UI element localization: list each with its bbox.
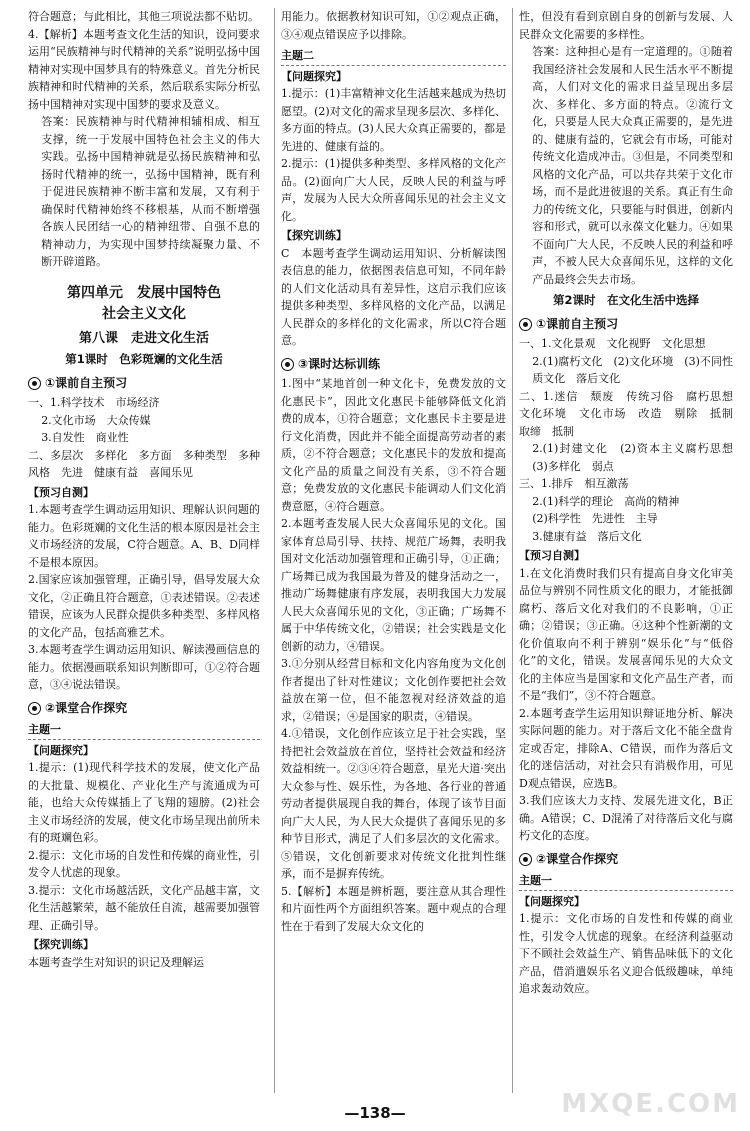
subsection-label: 【问题探究】	[519, 894, 585, 908]
answer-item: 2.提示：文化市场的自发性和传媒的商业性，引发令人忧虑的现象。	[28, 848, 260, 879]
subsection-label: 【问题探究】	[281, 69, 347, 83]
list-item: 三、1.排斥 相互激荡	[519, 477, 629, 490]
list-item: 2.(1)腐朽文化 (2)文化环境 (3)不同性质文化 落后文化	[532, 354, 733, 385]
list-item: 二、多层次 多样化 多方面 多种类型 多种风格 先进 健康有益 喜闻乐见	[28, 448, 260, 479]
page-number: —138—	[344, 1104, 406, 1122]
paragraph: 性，但没有看到京剧自身的创新与发展、人民群众文化需要的多样性。	[519, 10, 733, 41]
list-item: 2.(1)封建文化 (2)资本主义腐朽思想 (3)多样化 弱点	[532, 442, 744, 473]
answer-item: 1.图中“某地首创一种文化卡，免费发放的文化惠民卡”，因此文化惠民卡能够降低文化消费的成本，①符合题意；文化惠民卡主要是进行文化消费，因此并不能全面提高劳动者的素质，②不符合题意；文化惠民卡的发放和提高文化产品的质量之间没有关系，③不符合题意；免费发放的文化惠民卡能调动人们文化消费意愿，④符合题意。	[281, 377, 506, 513]
list-item: 3.健康有益 落后文化	[532, 529, 642, 543]
list-item: 一、1.科学技术 市场经济	[28, 396, 160, 409]
subsection-label: 【探究训练】	[28, 938, 94, 951]
section-icon	[519, 318, 532, 331]
answer-item: 本题考查学生对知识的识记及理解运	[28, 955, 204, 969]
column-left	[28, 8, 260, 1093]
answer-paragraph: 答案：这种担心是有一定道理的。①随着我国经济社会发展和人民生活水平不断提高，人们对文化的需求日益呈现出多层次、多样化、多方面的特点。②流行文化，只要是人民大众真正需要的，是先进的、健康有益的，它就会有市场，可能对传统文化造成冲击。③但是，不同类型和风格的文化产品，可以共存共荣于文化市场，而不是此进彼退的关系。真正有生命力的传统文化，只要能与时俱进，创新内容和形式，就可以永葆文化魅力。④如果不面向广大人民，不反映人民的利益和呼声，不被人民大众喜闻乐见，这样的文化产品最终会失去市场。	[532, 45, 733, 286]
answer-item: 2.提示：(1)提供多种类型、多样风格的文化产品。(2)面向广大人民，反映人民的利益与呼声，发展为人民大众所喜闻乐见的社会主义文化。	[281, 157, 506, 223]
topic-label: 主题二	[281, 47, 506, 66]
subsection-label: 【问题探究】	[28, 743, 94, 757]
column-right	[512, 8, 744, 1093]
section-heading: ①课前自主预习	[28, 375, 260, 393]
period-title: 第2课时 在文化生活中选择	[552, 293, 699, 307]
answer-item: 3.我们应该大力支持、发展先进文化，B正确。A错误；C、D混淆了对待落后文化与腐朽文化的态度。	[519, 794, 733, 842]
answer-item: 2.本题考查学生运用知识辩证地分析、解决实际问题的能力。对于落后文化不能全盘肯定或否定，排除A、C错误，而作为落后文化的迷信活动，对社会只有消极作用，可见D观点错误，应选B。	[519, 706, 733, 790]
paragraph: 用能力。依据教材知识可知，①②观点正确，③④观点错误应予以排除。	[281, 10, 506, 41]
section-heading: ③课时达标训练	[281, 356, 506, 374]
analysis-paragraph: 4.【解析】本题考查文化生活的知识，设问要求运用“民族精神与时代精神的关系”说明弘扬中国精神对实现中国梦具有的特殊意义。首先分析民族精神和时代精神的关系，然后联系实际分析弘扬中国精神对实现中国梦的要求及意义。	[28, 27, 260, 111]
unit-title: 第四单元 发展中国特色	[67, 284, 221, 301]
column-middle	[274, 8, 506, 1093]
answer-item: 1.在文化消费时我们只有提高自身文化审美品位与辨别不同性质文化的眼力，才能抵御腐朽、落后文化对我们的不良影响，①正确；②错误；③正确。④这种个性新潮的文化价值取向不利于辨别“娱乐化”与“低俗化”的文化，错误。发展喜闻乐见的大众文化的主体应当是国家和文化产品生产者，而不是“我们”，③不符合题意。	[519, 566, 733, 702]
unit-subtitle: 社会主义文化	[102, 306, 186, 322]
list-item: 3.自发性 商业性	[41, 431, 129, 444]
period-title: 第1课时 色彩斑斓的文化生活	[65, 352, 223, 366]
answer-item: C 本题考查学生调动运用知识、分析解读图表信息的能力，依据图表信息可知，不同年龄的人们文化活动具有差异性，这启示我们应该提供多种类型、多样风格的文化产品，以满足人民群众的多样化的文化需求，所以C符合题意。	[281, 246, 506, 347]
list-item: (2)科学性 先进性 主导	[532, 512, 658, 525]
paragraph: 符合题意；与此相比，其他三项说法都不贴切。	[28, 10, 259, 23]
answer-item: 3.提示：文化市场越活跃，文化产品越丰富，文化生活越繁荣，越不能放任自流，越需要加强管理、正确引导。	[28, 883, 260, 932]
answer-paragraph: 答案：民族精神与时代精神相辅相成、相互支撑，统一于发展中国特色社会主义的伟大实践。弘扬中国精神就是弘扬民族精神和弘扬时代精神的统一，弘扬中国精神，既有利于促进民族精神不断丰富和发展，又有利于确保时代精神始终不移根基，从而不断增强各族人民团结一心的精神纽带、自强不息的精神动力，为实现中国梦持续凝聚力量、不断开辟道路。	[41, 115, 260, 268]
subsection-label: 【预习自测】	[28, 485, 94, 499]
topic-label: 主题一	[519, 872, 733, 891]
topic-label: 主题一	[28, 721, 260, 740]
answer-item: 1.提示：(1)丰富精神文化生活越来越成为热切愿望。(2)对文化的需求呈现多层次、多样化、多方面的特点。(3)人民大众真正需要的，都是先进的、健康有益的。	[281, 87, 506, 153]
list-item: 2.(1)科学的理论 高尚的精神	[532, 494, 680, 508]
section-heading: ②课堂合作探究	[519, 851, 733, 869]
answer-item: 2.国家应该加强管理，正确引导，倡导发展大众文化，②正确且符合题意，①表述错误。②表述错误，应该为人民群众提供多种类型、多样风格的文化产品，包括高雅艺术。	[28, 573, 260, 639]
section-icon	[519, 853, 532, 866]
answer-item: 3.①分别从经营目标和文化内容角度为文化创作者提出了针对性建议；文化创作要把社会效益放在第一位，但不能忽视对经济效益的追求，②错误；④是国家的职责，④错误。	[281, 657, 506, 723]
answer-item: 1.本题考查学生调动运用知识、理解认识问题的能力。色彩斑斓的文化生活的根本原因是社会主义市场经济的发展，C符合题意。A、B、D同样不是根本原因。	[28, 503, 260, 569]
answer-item: 3.本题考查学生调动运用知识、解读漫画信息的能力。依据漫画联系知识判断即可，①②符合题意，③④说法错误。	[28, 643, 260, 691]
answer-item: 5.【解析】本题是辨析题，要注意从其合理性和片面性两个方面组织答案。题中观点的合理性在于看到了发展大众文化的	[281, 884, 506, 933]
lesson-title: 第八课 走进文化生活	[78, 330, 209, 346]
subsection-label: 【探究训练】	[281, 229, 347, 242]
section-heading: ②课堂合作探究	[28, 700, 260, 718]
list-item: 二、1.迷信 颓废 传统习俗 腐朽思想 文化环境 文化市场 改造 剔除 抵制 取缔 抵制	[519, 389, 744, 438]
answer-item: 1.提示：(1)现代科学技术的发展，使文化产品的大批量、规模化、产业化生产与流通成为可能，也给大众传媒插上了飞翔的翅膀。(2)社会主义市场经济的发展，使文化市场呈现出前所未有的斑斓色彩。	[28, 761, 260, 844]
subsection-label: 【预习自测】	[519, 549, 585, 562]
section-icon	[28, 377, 41, 390]
section-heading: ①课前自主预习	[519, 316, 733, 334]
section-icon	[28, 702, 41, 715]
answer-item: 1.提示：文化市场的自发性和传媒的商业性，引发令人忧虑的现象。在经济利益驱动下不顾社会效益生产、销售品味低下的文化产品，借消遣娱乐名义迎合低级趣味，单纯追求轰动效应。	[519, 912, 733, 995]
watermark-logo: MXQE.COM	[561, 1089, 740, 1119]
section-icon	[281, 358, 294, 371]
answer-item: 2.本题考查发展人民大众喜闻乐见的文化。国家体育总局引导、扶持、规范广场舞，表明我国对文化活动加强管理和正确引导，①正确；广场舞已成为我国最为普及的健身活动之一，推动广场舞健康有序发展，表明我国大力发展人民大众喜闻乐见的文化，③正确；广场舞不属于中华传统文化，②错误；社会实践是文化创新的动力，④错误。	[281, 517, 506, 653]
list-item: 一、1.文化景观 文化视野 文化思想	[519, 337, 706, 350]
list-item: 2.文化市场 大众传媒	[41, 413, 151, 427]
answer-item: 4.①错误，文化创作应该立足于社会实践，坚持把社会效益放在首位，坚持社会效益和经济效益相统一。②③④符合题意，星光大道·突出大众参与性、娱乐性，为各地、各行业的普通劳动者提供展现自我的舞台，体现了该节目面向广大人民，为人民大众提供了喜闻乐见的多种节目形式，满足了人们多层次的文化需求。⑤错误，文化创新要求对传统文化批判性继承，而不是摒弃传统。	[281, 727, 506, 880]
